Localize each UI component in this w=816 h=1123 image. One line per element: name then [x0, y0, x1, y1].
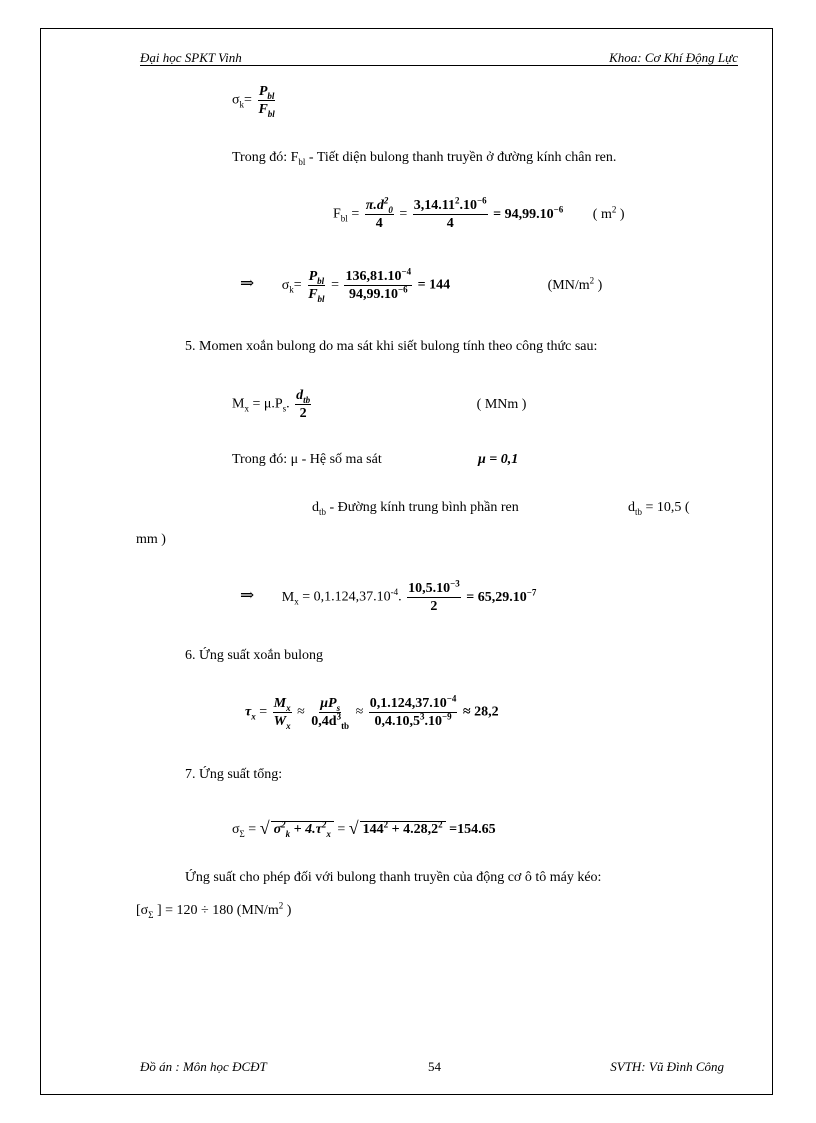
header-left: Đại học SPKT Vinh	[140, 50, 242, 65]
dtb-value: $d_{tb} = 10,5$ (	[628, 500, 690, 517]
page-border	[40, 28, 773, 1095]
sqrt-symbol: √	[348, 818, 359, 838]
header-right: Khoa: Cơ Khí Động Lực	[609, 50, 738, 65]
footer-left: Đồ án : Môn học ĐCĐT	[140, 1059, 267, 1074]
equation-mx: $M_x = \mu.P_s$. $\frac{d_{tb}}{2}$ ( MNm )	[232, 388, 527, 421]
dtb-unit-wrap: mm )	[136, 532, 166, 547]
equation-tau: $\tau_x$ = $\frac{M_x}{W_x}$ ≈ $\frac{\mu P_s}{0,4d^3_{tb}}$ ≈ $\frac{0,1.124,37.10^{-4}}{0,4.10,5^3.10^{-9}}$ ≈ 28,2	[245, 693, 499, 731]
allow-stress-range: [$\sigma_\Sigma$ ] = 120 ÷ 180 ($MN/m^2$ )	[136, 900, 292, 920]
mu-value: μ = 0,1	[478, 452, 519, 467]
sqrt-symbol: √	[259, 818, 270, 838]
item-7-text: 7. Ứng suất tổng:	[185, 767, 283, 782]
footer-right: SVTH: Vũ Đình Công	[610, 1059, 724, 1074]
equation-fbl: $F_{bl}$ = $\frac{\pi.d^2_0}{4}$ = $\frac{3,14.11^2.10^{-6}}{4}$ = $94,99.10^{-6}$ ( $m^2$ )	[333, 195, 625, 231]
equation-sigma-k-value: ⇒ $\sigma_k=$ $\frac{P_{bl}}{F_{bl}}$ = $\frac{136,81.10^{-4}}{94,99.10^{-6}}$ = 144 ($MN/m^2$ )	[240, 266, 603, 304]
allow-stress-text: Ứng suất cho phép đối với bulong thanh truyền của động cơ ô tô máy kéo:	[185, 870, 602, 885]
equation-mx-value: ⇒ $M_x = 0,1.124,37.10^{-4}$. $\frac{10,5.10^{-3}}{2}$ = $65,29.10^{-7}$	[240, 578, 537, 614]
trong-do-mu-text: Trong đó: μ - Hệ số ma sát	[232, 452, 382, 467]
item-5-text: 5. Momen xoắn bulong do ma sát khi siết bulong tính theo công thức sau:	[185, 339, 598, 354]
page-number: 54	[428, 1059, 441, 1074]
equation-sigma-k: $\sigma_k=$ $\frac{P_{bl}}{F_{bl}}$	[232, 84, 275, 119]
equation-sigma-sum: $\sigma_\Sigma$ = √ $\sigma^2_k + 4.\tau^2_x$ = √ $144^2 + 4.28,2^2 =154.65$	[232, 818, 496, 839]
header-rule	[140, 65, 738, 66]
dtb-description: $d_{tb}$ - Đường kính trung bình phần ren	[312, 500, 519, 517]
trong-do-fbl-text: Trong đó: $F_{bl}$ - Tiết diện bulong thanh truyền ở đường kính chân ren.	[232, 150, 617, 167]
item-6-text: 6. Ứng suất xoắn bulong	[185, 648, 324, 663]
